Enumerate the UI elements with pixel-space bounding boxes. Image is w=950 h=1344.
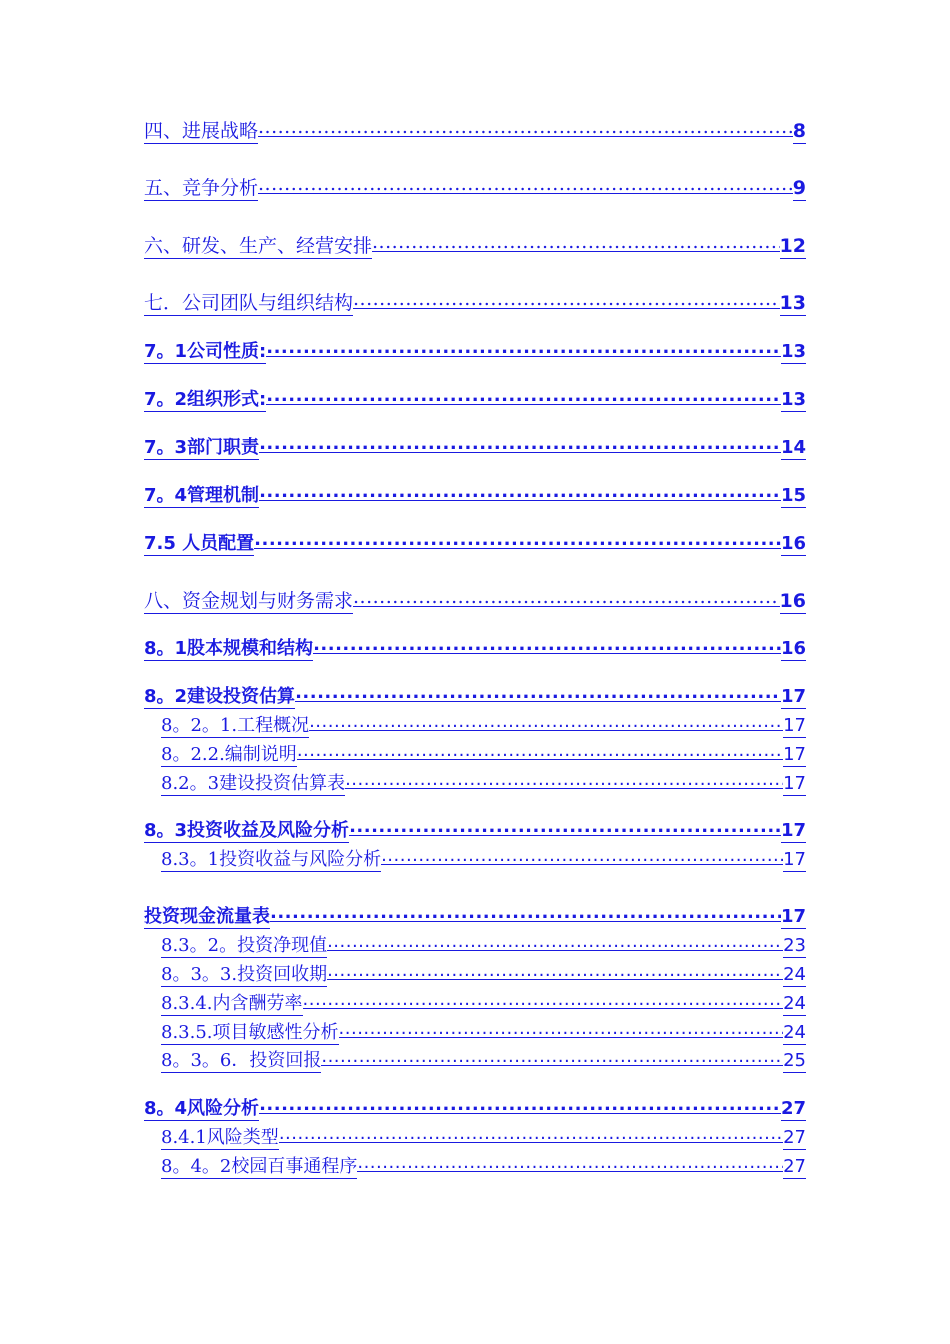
toc-entry-page: 17 <box>783 715 806 736</box>
toc-entry-team-structure[interactable] <box>144 289 806 316</box>
toc-entry-7-4[interactable] <box>144 482 806 508</box>
toc-entry-title: 7。3部门职责 <box>144 437 260 458</box>
toc-leader-dots <box>270 903 781 922</box>
toc-entry-title: 8。3。6．投资回报 <box>161 1050 322 1071</box>
toc-entry-page: 24 <box>783 964 806 985</box>
toc-entry-page: 17 <box>780 686 806 707</box>
toc-entry-title: 8。1股本规模和结构 <box>144 638 314 659</box>
toc-leader-dots <box>295 683 781 702</box>
toc-entry-title: 五、竞争分析 <box>144 177 259 199</box>
toc-leader-dots <box>259 1095 781 1114</box>
toc-entry-title: 7。2组织形式: <box>144 389 267 410</box>
toc-leader-dots <box>259 434 781 453</box>
toc-entry-8-3-1[interactable] <box>161 846 806 872</box>
toc-entry-7-5[interactable] <box>144 530 806 556</box>
toc-entry-8-3-3[interactable] <box>161 961 806 987</box>
toc-leader-dots <box>266 338 781 357</box>
toc-entry-page: 17 <box>783 849 806 870</box>
toc-entry-title: 8。4。2校园百事通程序 <box>161 1156 358 1177</box>
toc-entry-8-4-1[interactable] <box>161 1124 806 1150</box>
toc-entry-page: 27 <box>780 1098 806 1119</box>
toc-entry-title: 8。4风险分析 <box>144 1098 260 1119</box>
toc-leader-dots <box>258 117 793 137</box>
toc-entry-8-2[interactable] <box>144 683 806 709</box>
toc-entry-8-3-4[interactable] <box>161 990 806 1016</box>
toc-entry-8-1[interactable] <box>144 635 806 661</box>
toc-leader-dots <box>339 1019 784 1038</box>
toc-leader-dots <box>349 817 781 836</box>
toc-leader-dots <box>357 1153 783 1172</box>
toc-entry-title: 8.4.1风险类型 <box>161 1127 279 1148</box>
toc-entry-funding[interactable] <box>144 587 806 614</box>
toc-leader-dots <box>303 990 784 1009</box>
toc-entry-page: 23 <box>783 935 806 956</box>
toc-leader-dots <box>259 482 781 501</box>
toc-entry-title: 8。3。3.投资回收期 <box>161 964 328 985</box>
toc-entry-page: 16 <box>780 533 806 554</box>
toc-leader-dots <box>353 289 780 309</box>
toc-entry-page: 25 <box>783 1050 806 1071</box>
toc-entry-title: 八、资金规划与财务需求 <box>144 590 354 612</box>
toc-entry-page: 24 <box>783 993 806 1014</box>
toc-leader-dots <box>321 1047 783 1066</box>
toc-entry-8-4[interactable] <box>144 1095 806 1121</box>
toc-entry-page: 16 <box>780 638 806 659</box>
toc-entry-page: 17 <box>783 773 806 794</box>
toc-entry-title: 七．公司团队与组织结构 <box>144 292 354 314</box>
toc-entry-title: 8。3投资收益及风险分析 <box>144 820 350 841</box>
toc-entry-8-3-6[interactable] <box>161 1047 806 1073</box>
toc-entry-cashflow-table[interactable] <box>144 903 806 929</box>
toc-leader-dots <box>297 741 783 760</box>
toc-entry-page: 8 <box>792 120 806 142</box>
toc-entry-page: 13 <box>779 292 806 314</box>
toc-entry-8-3-5[interactable] <box>161 1019 806 1045</box>
toc-entry-page: 24 <box>783 1022 806 1043</box>
toc-leader-dots <box>313 635 781 654</box>
toc-leader-dots <box>266 386 781 405</box>
toc-entry-page: 13 <box>780 389 806 410</box>
toc-leader-dots <box>381 846 783 865</box>
toc-entry-page: 14 <box>780 437 806 458</box>
toc-entry-title: 六、研发、生产、经营安排 <box>144 235 373 257</box>
toc-entry-page: 13 <box>780 341 806 362</box>
toc-entry-title: 7.5 人员配置 <box>144 533 255 554</box>
toc-entry-title: 8.3.5.项目敏感性分析 <box>161 1022 339 1043</box>
toc-entry-8-2-1[interactable] <box>161 712 806 738</box>
toc-entry-8-2-3[interactable] <box>161 770 806 796</box>
toc-leader-dots <box>353 587 780 607</box>
toc-entry-page: 12 <box>779 235 806 257</box>
toc-leader-dots <box>309 712 783 731</box>
toc-entry-page: 15 <box>780 485 806 506</box>
toc-leader-dots <box>254 530 781 549</box>
toc-entry-title: 8。2.2.编制说明 <box>161 744 297 765</box>
toc-entry-title: 8.3。1投资收益与风险分析 <box>161 849 382 870</box>
toc-entry-7-1[interactable] <box>144 338 806 364</box>
toc-entry-8-3-2[interactable] <box>161 932 806 958</box>
toc-leader-dots <box>372 232 780 252</box>
toc-leader-dots <box>327 932 783 951</box>
toc-entry-title: 8。2。1.工程概况 <box>161 715 310 736</box>
toc-entry-8-2-2[interactable] <box>161 741 806 767</box>
toc-entry-title: 7。1公司性质: <box>144 341 267 362</box>
toc-entry-page: 17 <box>780 820 806 841</box>
toc-entry-title: 8.3.4.内含酬劳率 <box>161 993 303 1014</box>
toc-entry-page: 17 <box>783 744 806 765</box>
toc-entry-title: 8。2建设投资估算 <box>144 686 296 707</box>
toc-leader-dots <box>327 961 783 980</box>
toc-entry-page: 27 <box>783 1127 806 1148</box>
toc-entry-8-4-2[interactable] <box>161 1153 806 1179</box>
toc-entry-title: 四、进展战略 <box>144 120 259 142</box>
toc-entry-page: 27 <box>783 1156 806 1177</box>
toc-leader-dots <box>258 174 793 194</box>
toc-entry-title: 8.2。3建设投资估算表 <box>161 773 346 794</box>
toc-entry-title: 7。4管理机制 <box>144 485 260 506</box>
toc-entry-strategy[interactable] <box>144 117 806 144</box>
toc-leader-dots <box>279 1124 783 1143</box>
toc-entry-7-3[interactable] <box>144 434 806 460</box>
toc-entry-page: 9 <box>792 177 806 199</box>
toc-entry-title: 投资现金流量表 <box>144 906 270 927</box>
toc-entry-8-3[interactable] <box>144 817 806 843</box>
toc-entry-page: 16 <box>779 590 806 612</box>
toc-entry-7-2[interactable] <box>144 386 806 412</box>
toc-entry-rnd-production[interactable] <box>144 232 806 259</box>
toc-entry-page: 17 <box>780 906 806 927</box>
toc-leader-dots <box>345 770 783 789</box>
toc-entry-competition[interactable] <box>144 174 806 201</box>
toc-entry-title: 8.3。2。投资净现值 <box>161 935 328 956</box>
